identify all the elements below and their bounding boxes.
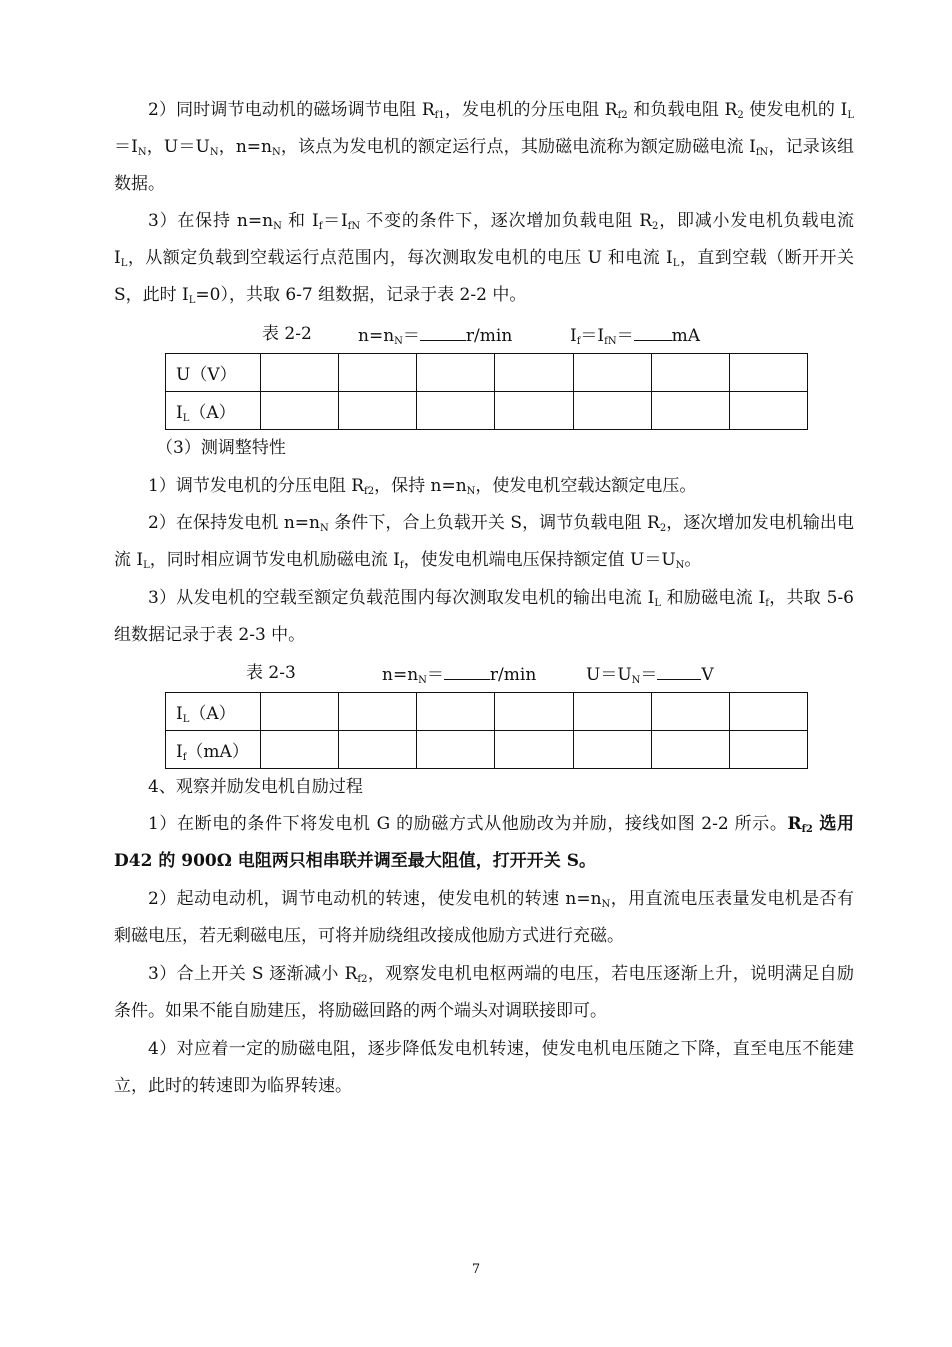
table-2-2-title: 表 2-2 bbox=[262, 324, 312, 344]
section-heading-self-excitation: 4、观察并励发电机自励过程 bbox=[148, 777, 363, 797]
table-cell bbox=[417, 693, 495, 731]
table-cell bbox=[573, 392, 651, 430]
table-cell bbox=[339, 731, 417, 769]
paragraph-adjust-step-1: 1）调节发电机的分压电阻 $R_{f2}$，保持 $n=n_N$，使发电机空载达额定电压。 bbox=[148, 476, 697, 497]
table-cell bbox=[495, 392, 573, 430]
table-cell bbox=[261, 392, 339, 430]
table-2-2-field-current-condition: $I_f=I_{fN}=$ mA bbox=[570, 322, 700, 348]
table-cell bbox=[339, 392, 417, 430]
table-cell bbox=[573, 354, 651, 392]
table-row bbox=[166, 354, 808, 392]
table-row bbox=[166, 392, 808, 430]
table-cell bbox=[495, 731, 573, 769]
table-2-3 bbox=[165, 692, 808, 769]
table-cell bbox=[495, 354, 573, 392]
table-row bbox=[166, 693, 808, 731]
paragraph-adjust-step-3: 3）从发电机的空载至额定负载范围内每次测取发电机的输出电流 $I_L$ 和励磁电流 $I_f$，共取 5-6 组数据记录于表 2-3 中。 bbox=[114, 588, 855, 645]
table-cell bbox=[651, 693, 729, 731]
paragraph-self-excite-step-3: 3）合上开关 S 逐渐减小 $R_{f2}$，观察发电机电枢两端的电压，若电压逐渐上升，说明满足自励条件。如果不能自励建压，将励磁回路的两个端头对调联接即可。 bbox=[114, 964, 854, 1021]
paragraph-self-excite-step-4: 4）对应着一定的励磁电阻，逐步降低发电机转速，使发电机电压随之下降，直至电压不能建立，此时的转速即为临界转速。 bbox=[114, 1039, 854, 1096]
row-label-load-current: $I_L(A)$ bbox=[166, 693, 261, 731]
row-label-voltage: U（V） bbox=[166, 354, 261, 392]
table-cell bbox=[495, 693, 573, 731]
table-2-3-speed-condition: $n=n_N= r/\min$ bbox=[382, 661, 536, 687]
table-row bbox=[166, 731, 808, 769]
paragraph-adjust-step-2: 2）在保持发电机 $n=n_N$ 条件下，合上负载开关 S，调节负载电阻 $R_2$，逐次增加发电机输出电流 $I_L$，同时相应调节发电机励磁电流 $I_f$，使发电机端电压保持额定值 $U=U_N$。 bbox=[114, 513, 854, 571]
table-cell bbox=[573, 693, 651, 731]
table-2-3-voltage-condition: $U=U_N= V$ bbox=[586, 661, 714, 687]
table-cell bbox=[261, 693, 339, 731]
table-cell bbox=[417, 392, 495, 430]
table-cell bbox=[339, 693, 417, 731]
table-cell bbox=[729, 354, 807, 392]
table-2-2 bbox=[165, 353, 808, 430]
table-cell bbox=[651, 731, 729, 769]
table-2-3-title: 表 2-3 bbox=[246, 663, 296, 683]
table-cell bbox=[573, 731, 651, 769]
section-heading-adjustment-characteristic: （3）测调整特性 bbox=[156, 438, 286, 458]
paragraph-step-3-load-test: 3）在保持 $n=n_N$ 和 $I_f=I_{fN}$ 不变的条件下，逐次增加负载电阻 $R_2$，即减小发电机负载电流 $I_L$，从额定负载到空载运行点范围内，每次测取发电机的电压 U 和电流 $I_L$，直到空载（断开开关 S，此时 $I_L=0$），共取 6-7 组数据，记录于表 2-2 中。 bbox=[114, 211, 855, 306]
table-cell bbox=[651, 354, 729, 392]
table-cell bbox=[417, 731, 495, 769]
table-cell bbox=[729, 392, 807, 430]
table-cell bbox=[417, 354, 495, 392]
table-cell bbox=[729, 731, 807, 769]
row-label-field-current: $I_f(mA)$ bbox=[166, 731, 261, 769]
paragraph-self-excite-step-1: 1）在断电的条件下将发电机 G 的励磁方式从他励改为并励，接线如图 2-2 所示。$R_{f2}$ 选用 D42 的 900Ω 电阻两只相串联并调至最大阻值，打开开关 S。 bbox=[114, 814, 855, 871]
table-cell bbox=[261, 354, 339, 392]
paragraph-step-2-rated-point: 2）同时调节电动机的磁场调节电阻 $R_{f1}$，发电机的分压电阻 $R_{f2}$ 和负载电阻 $R_2$ 使发电机的 $I_L=I_N$，$U=U_N$，$n=n_N$，该点为发电机的额定运行点，其励磁电流称为额定励磁电流 $I_{fN}$，记录该组数据。 bbox=[114, 100, 855, 194]
table-cell bbox=[729, 693, 807, 731]
table-cell bbox=[261, 731, 339, 769]
row-label-load-current: $I_L(A)$ bbox=[166, 392, 261, 430]
page-number: 7 bbox=[471, 1262, 481, 1277]
table-2-2-speed-condition: $n=n_N= r/\min$ bbox=[358, 322, 512, 348]
table-cell bbox=[651, 392, 729, 430]
paragraph-self-excite-step-2: 2）起动电动机，调节电动机的转速，使发电机的转速 $n=n_N$，用直流电压表量发电机是否有剩磁电压，若无剩磁电压，可将并励绕组改接成他励方式进行充磁。 bbox=[114, 889, 854, 946]
table-cell bbox=[339, 354, 417, 392]
